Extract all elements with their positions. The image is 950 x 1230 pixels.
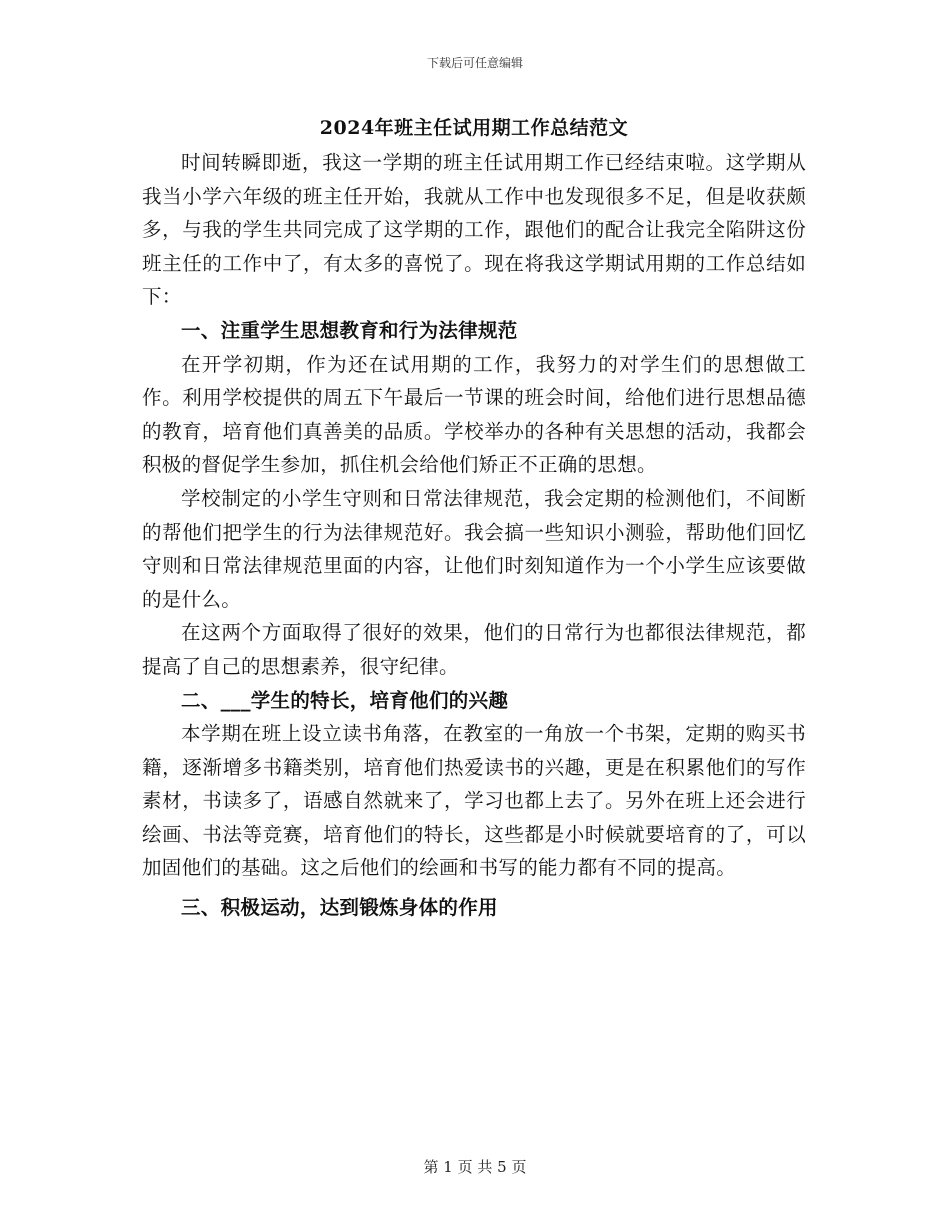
section-2-paragraph-1: 本学期在班上设立读书角落，在教室的一角放一个书架，定期的购买书籍，逐渐增多书籍类别，培育他们热爱读书的兴趣，更是在积累他们的写作素材，书读多了，语感自然就来了，学习也都上去了。另外在班上还会进行绘画、书法等竞赛，培育他们的特长，这些都是小时候就要培育的了，可以加固他们的基础。这之后他们的绘画和书写的能力都有不同的提高。: [142, 722, 806, 880]
section-1-paragraph-2: 学校制定的小学生守则和日常法律规范，我会定期的检测他们，不间断的帮他们把学生的行为法律规范好。我会搞一些知识小测验，帮助他们回忆守则和日常法律规范里面的内容，让他们时刻知道作为一个小学生应该要做的是什么。: [142, 486, 806, 611]
header-note: 下载后可任意编辑: [426, 56, 523, 70]
section-1-paragraph-3: 在这两个方面取得了很好的效果，他们的日常行为也都很法律规范，都提高了自己的思想素养，很守纪律。: [142, 621, 806, 678]
section-2-heading: 二、___学生的特长，培育他们的兴趣: [181, 688, 509, 712]
document-body: [142, 112, 806, 925]
document-title: 2024年班主任试用期工作总结范文: [319, 117, 629, 139]
intro-paragraph: 时间转瞬即逝，我这一学期的班主任试用期工作已经结束啦。这学期从我当小学六年级的班主任开始，我就从工作中也发现很多不足，但是收获颇多，与我的学生共同完成了这学期的工作，跟他们的配合让我完全陷阱这份班主任的工作中了，有太多的喜悦了。现在将我这学期试用期的工作总结如下：: [142, 151, 806, 309]
section-1-paragraph-1: 在开学初期，作为还在试用期的工作，我努力的对学生们的思想做工作。利用学校提供的周五下午最后一节课的班会时间，给他们进行思想品德的教育，培育他们真善美的品质。学校举办的各种有关思想的活动，我都会积极的督促学生参加，抓住机会给他们矫正不正确的思想。: [142, 352, 806, 477]
section-1-heading: 一、注重学生思想教育和行为法律规范: [181, 318, 518, 342]
section-3-heading: 三、积极运动，达到锻炼身体的作用: [181, 896, 498, 920]
page-number: 第 1 页 共 5 页: [423, 1158, 527, 1176]
